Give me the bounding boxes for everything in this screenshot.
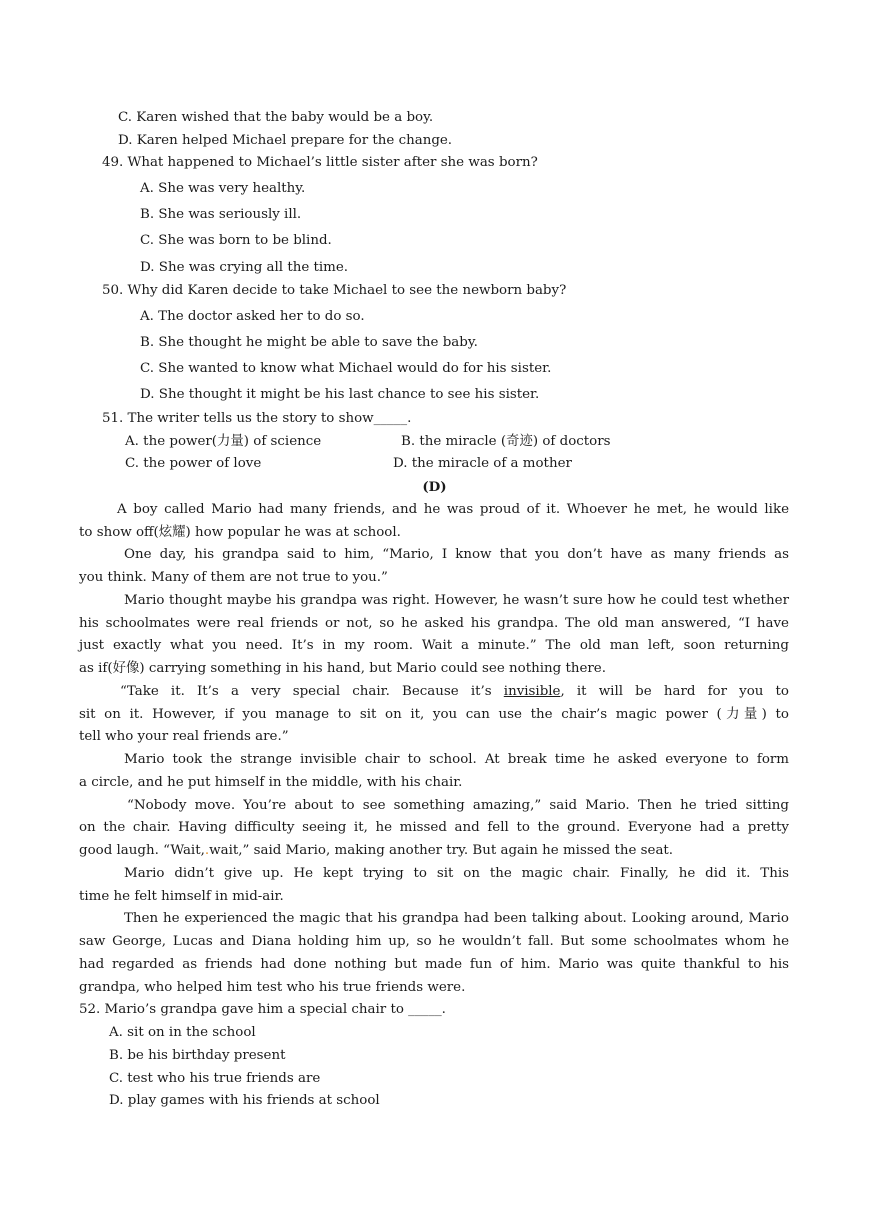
passage-p7-line2: time he felt himself in mid-air. — [79, 889, 284, 904]
passage-p1-line1: A boy called Mario had many friends, and he was proud of it. Whoever he met, he would like — [117, 502, 789, 517]
q51-option-a: A. the power(力量) of science — [125, 434, 322, 449]
passage-p3-line2: his schoolmates were real friends or not, so he asked his grandpa. The old man answered, “I have — [79, 616, 789, 631]
passage-p8-line3: had regarded as friends had done nothing but made fun of him. Mario was quite thankful to his — [79, 957, 789, 972]
passage-p4-line1-start: “Take it. It’s a very special chair. Because it’s — [120, 684, 504, 699]
passage-p1-line2: to show off(炫耀) how popular he was at school. — [79, 525, 401, 540]
passage-p6-line3-start: good laugh. “Wait, — [79, 843, 205, 858]
passage-p4-line1 — [120, 683, 789, 701]
passage-p6-line3 — [79, 842, 673, 860]
q52-option-d: D. play games with his friends at school — [109, 1093, 380, 1108]
passage-p3-line4: as if(好像) carrying something in his hand, but Mario could see nothing there. — [79, 661, 606, 676]
q50-option-d: D. She thought it might be his last chance to see his sister. — [140, 387, 540, 402]
q52-option-a: A. sit on in the school — [109, 1025, 256, 1040]
q49-option-d: D. She was crying all the time. — [140, 260, 349, 275]
passage-p3-line1: Mario thought maybe his grandpa was right. However, he wasn’t sure how he could test whether — [124, 593, 789, 608]
section-title: (D) — [422, 479, 447, 495]
q50-option-b: B. She thought he might be able to save the baby. — [140, 335, 478, 350]
q49-option-b: B. She was seriously ill. — [140, 207, 302, 222]
q51-stem: 51. The writer tells us the story to show_____. — [102, 411, 412, 426]
passage-p8-line4: grandpa, who helped him test who his true friends were. — [79, 980, 466, 995]
q50-option-c: C. She wanted to know what Michael would do for his sister. — [140, 361, 552, 376]
q52-option-b: B. be his birthday present — [109, 1048, 286, 1063]
passage-p7-line1: Mario didn’t give up. He kept trying to sit on the magic chair. Finally, he did it. This — [124, 866, 789, 881]
passage-p8-line1: Then he experienced the magic that his grandpa had been talking about. Looking around, Mario — [124, 911, 789, 926]
q48-option-d: D. Karen helped Michael prepare for the change. — [118, 133, 453, 148]
passage-p2-line1: One day, his grandpa said to him, “Mario, I know that you don’t have as many friends as — [124, 547, 789, 562]
passage-p6-line3-end: wait,” said Mario, making another try. But again he missed the seat. — [209, 843, 674, 858]
q51-option-b: B. the miracle (奇迹) of doctors — [401, 434, 611, 449]
orange-dot-mark: . — [204, 843, 210, 858]
passage-p5-line1: Mario took the strange invisible chair to school. At break time he asked everyone to form — [124, 752, 789, 767]
q51-option-c: C. the power of love — [125, 456, 262, 471]
q52-stem: 52. Mario’s grandpa gave him a special chair to _____. — [79, 1002, 446, 1017]
underlined-word-invisible: invisible — [503, 684, 561, 699]
passage-p3-line3: just exactly what you need. It’s in my room. Wait a minute.” The old man left, soon returning — [79, 638, 789, 653]
q52-option-c: C. test who his true friends are — [109, 1071, 321, 1086]
q49-stem: 49. What happened to Michael’s little sister after she was born? — [102, 155, 538, 170]
passage-p6-line2: on the chair. Having difficulty seeing it, he missed and fell to the ground. Everyone had a pretty — [79, 820, 789, 835]
passage-p4-line2: sit on it. However, if you manage to sit on it, you can use the chair’s magic power (力量) to — [79, 707, 789, 722]
passage-p8-line2: saw George, Lucas and Diana holding him up, so he wouldn’t fall. But some schoolmates whom he — [79, 934, 789, 949]
passage-p6-line1: “Nobody move. You’re about to see something amazing,” said Mario. Then he tried sitting — [127, 798, 789, 813]
q48-option-c: C. Karen wished that the baby would be a boy. — [118, 110, 434, 125]
q49-option-a: A. She was very healthy. — [140, 181, 306, 196]
passage-p5-line2: a circle, and he put himself in the middle, with his chair. — [79, 775, 463, 790]
passage-p4-line1-end: , it will be hard for you to — [560, 684, 789, 699]
q49-option-c: C. She was born to be blind. — [140, 233, 332, 248]
passage-p2-line2: you think. Many of them are not true to you.” — [79, 570, 388, 585]
q50-option-a: A. The doctor asked her to do so. — [140, 309, 365, 324]
q50-stem: 50. Why did Karen decide to take Michael to see the newborn baby? — [102, 283, 567, 298]
q51-option-d: D. the miracle of a mother — [393, 456, 572, 471]
passage-p4-line3: tell who your real friends are.” — [79, 729, 289, 744]
